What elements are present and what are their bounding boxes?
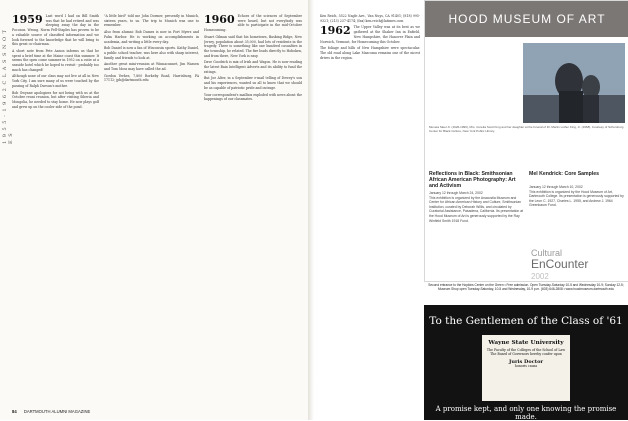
diploma-line: The Board of Governors hereby confer upon	[490, 352, 562, 356]
paragraph: But Joe Alter, in a September e-mail telling of Dewey's son and his experiences, wanted us all to know that we should be as capable of patriotic pride and outrage.	[204, 76, 302, 90]
magazine-name: DARTMOUTH ALUMNI MAGAZINE	[23, 409, 91, 414]
exhibition-photo	[523, 43, 625, 123]
year-heading-1962: 1962	[320, 24, 351, 38]
class-notes-column-4	[320, 14, 420, 394]
paragraph: Stuart Gilman said that his hometown, Basking Ridge, New Jersey, population about 35,000, had lots of residents in the tragedy. There is something like one hundred casualties in the township, he related. The fire leads directly to Hoboken, and from there, New York is easy.	[204, 34, 302, 58]
year-heading-1959: 1959	[12, 14, 43, 26]
class-notes-column-1	[12, 14, 99, 394]
exhibition-dates: January 12 through March 10, 2002	[529, 185, 583, 189]
class-notes-column-2	[104, 14, 199, 394]
photo-caption: Moneta Sleet Jr. (1926-1996), Mrs. Coretta Scott King and her daughter at the funeral of Dr. Martin Luther King, Jr. (1968). Courtesy of Schomburg Center for Black Culture, New York Public Library.	[429, 125, 624, 133]
year-heading-1960: 1960	[204, 14, 235, 26]
diploma-line: The Faculty of the Colleges of the School of Law	[486, 348, 566, 352]
contact-line: Gordon Yerkes, 7,800 Rorkeby Road, Harrisburg, PA 17112; jph@dartmouth.edu	[104, 73, 199, 83]
left-page	[0, 0, 308, 420]
class-notes-column-3	[204, 14, 302, 394]
page-number: 84	[12, 409, 17, 414]
section-side-label: 1 9 5 5 - 1 9 6 2 C L A S S N O T E S	[2, 29, 14, 144]
logo-text-year: 2002	[531, 272, 549, 281]
photo-illustration	[523, 43, 625, 123]
logo-text-cultural: Cultural	[531, 248, 563, 258]
paragraph: The foliage and hills of New Hampshire were spectacular. The old road along Lake Mascoma remains one of the nicest drives in the region.	[320, 46, 420, 60]
diploma-degree: Juris Doctor	[508, 359, 544, 365]
diploma-line: honoris causa	[514, 364, 538, 368]
paragraph: Dave Goodrich is mix of Irish and Wagon. He is now reading the latest Bain Intelligent Adverts and its ability to fund the ratings.	[204, 60, 302, 74]
hood-museum-ad	[424, 0, 628, 282]
paragraph: Another great mini-reunion at Winnacunnet, Jim Wassen and Tom Moss may have called the ad.	[104, 62, 199, 72]
exhibition-dates: January 12 through March 24, 2002	[429, 191, 483, 195]
paragraph: Also from alumni: Bob Dames is now in Fort Myers and Palm Harbor. He is working on accomplishments in academia, and writing a little every day.	[104, 30, 199, 44]
exhibition-details-reflections	[429, 191, 525, 223]
paragraph: Echoes of the sciences of September were heard, but not everybody was able to participate in the mid-October Homecoming.	[204, 14, 302, 33]
ad-tagline: A promise kept, and only one knowing the promise made.	[435, 405, 617, 421]
paragraph: "A little bird" told me John Dormer, presently in Munich, sixteen years, to us. The trip to Munich was one to remember.	[104, 14, 199, 28]
paragraph: Last word I had on Bill Smith was that he had retired and was sleeping away the day in the Poconos. Wrong. Norm Fell-Staples has proven to be a valuable source of classified information and we look forward to the knowledge that he will bring to this great co-chairman.	[12, 14, 99, 47]
exhibition-title-reflections: Reflections in Black: Smithsonian African American Photography: Art and Activism	[429, 171, 516, 190]
hood-museum-title: HOOD MUSEUM OF ART	[425, 1, 628, 37]
diploma-image	[482, 335, 570, 401]
class-of-61-ad	[424, 305, 628, 420]
paragraph: Bob Daniel is now a fan of Wisconsin sports. Kathy Daniel, a public school teacher, was here also with sharp interest, family and friends to look at.	[104, 46, 199, 60]
contact-line: Ken Reich, 5522 Nagle Ave., Van Nuys, CA 91401; (818) 995-9321; (213) 237-4174; (fax) ken.reich@latimes.com	[320, 14, 420, 23]
exhibition-description: This exhibition is organized by the Anacostia Museum and Center for African American History and Culture, Smithsonian Institution, curated by Deborah Willis, and circulated by Curatorial Assistance, Pasadena, California. Its presentation at the Hood Museum of Art is generously supported by the Ray Winfield Smith 1918 Fund.	[429, 195, 524, 223]
exhibition-details-kendrick	[529, 185, 625, 208]
exhibition-title-kendrick: Mel Kendrick: Core Samples	[529, 171, 600, 177]
ad-headline: To the Gentlemen of the Class of '61	[429, 315, 623, 327]
diploma-title: Wayne State University	[488, 340, 564, 346]
paragraph: Bob Gwynne apologizes for not being with us at the October reuni reunion, but after visiting Siberia and Mongolia, he needed to stay home. He now plays golf and grew up on the cooler side of the pond.	[12, 90, 99, 109]
right-page	[314, 0, 628, 420]
page-footer	[12, 409, 90, 414]
paragraph: The Upper Valley was at its best as we gathered at the Shaker Inn in Enfield, New Hampshire, the Hanover Plain and Norwich, Vermont, for Homecoming this October.	[320, 25, 420, 44]
paragraph: Your correspondent's mailbox exploded with news about the happenings of our classmates.	[204, 92, 302, 102]
paragraph: A short note from Pete Anson informs us that he spent a brief time at the Maine coast this summer. It seems the open come summer in 1952 on a cutie at a seaside hotel which he hoped to revisit - probably too much has changed!	[12, 48, 99, 72]
paragraph: Although none of our class may not live at all in New York City, I am sure many of us were touched by the passing of Ralph Dursun's mother.	[12, 74, 99, 88]
hood-museum-footer: Second entrance to the Hopkins Center on the Green • Free admission. Open Tuesday-Saturday 10-5 and Wednesday 10-9; Sunday 12-5; Museum Shop open Tuesday-Saturday, 10-5 and Wednesday, 10-9 p.m. (603) 646-2808 • www.hoodmuseum.dartmouth.edu	[428, 283, 624, 292]
cultural-encounter-logo	[531, 248, 625, 281]
logo-text-encounter: EnCounter	[531, 257, 589, 271]
exhibition-description: This exhibition is organized by the Hood Museum of Art, Dartmouth College. Its presentation is generously supported by the Leon C. 1927, Charles L. 1955, and Andrew J. 1964 Greenbaum Fund.	[529, 189, 624, 208]
